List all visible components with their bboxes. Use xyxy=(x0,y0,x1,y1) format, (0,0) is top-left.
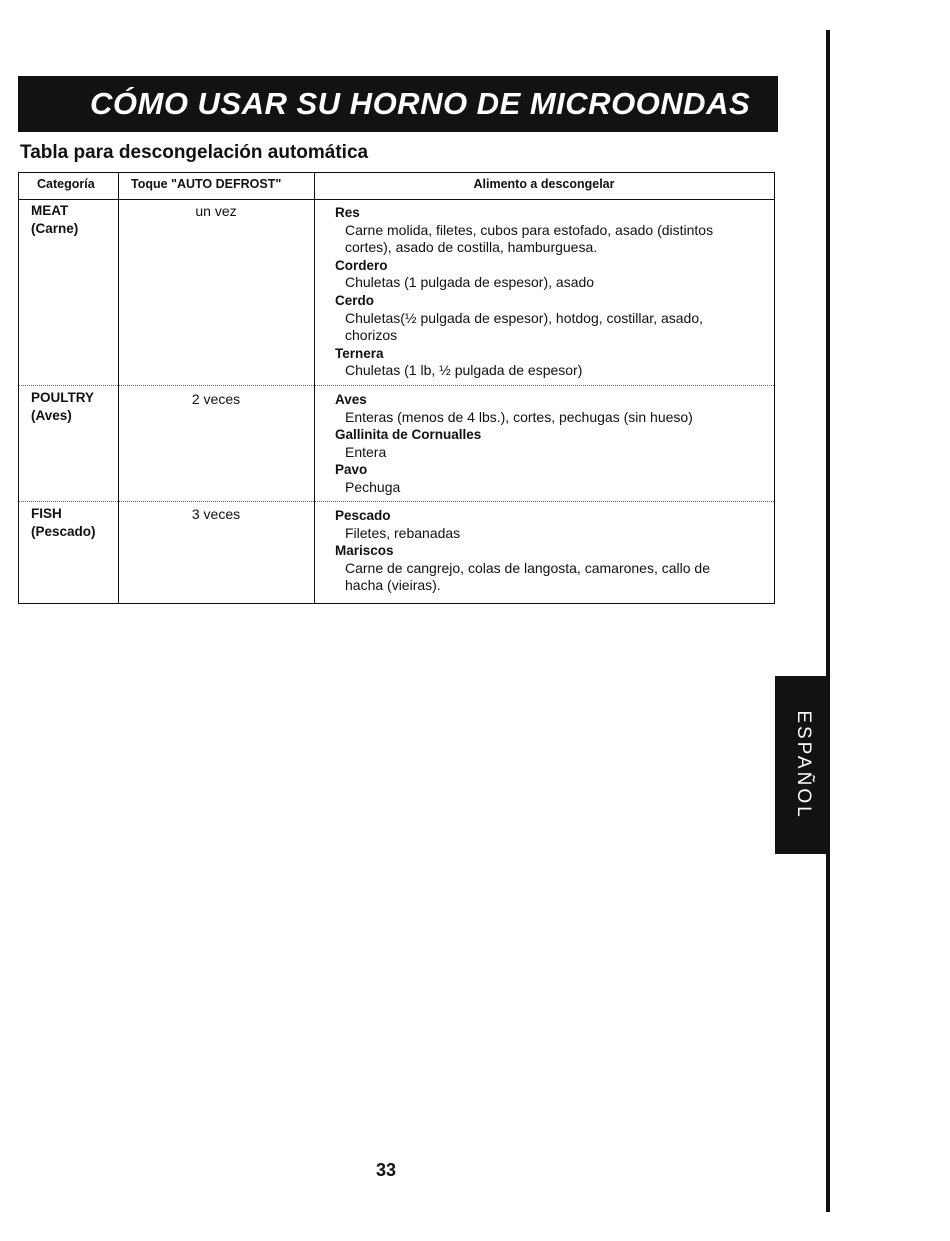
food-heading: Ternera xyxy=(335,345,384,361)
row-category xyxy=(31,505,96,541)
auto-defrost-table xyxy=(18,172,775,604)
row-foods xyxy=(335,204,765,380)
title-banner xyxy=(18,76,778,132)
food-heading: Res xyxy=(335,205,360,220)
row-category xyxy=(31,389,94,425)
food-description: chorizos xyxy=(345,327,398,344)
food-description: hacha (vieiras). xyxy=(345,577,441,594)
column-header-food: Alimento a descongelar xyxy=(473,177,615,191)
food-description: cortes), asado de costilla, hamburguesa. xyxy=(345,239,598,256)
food-description: Filetes, rebanadas xyxy=(345,524,461,541)
food-description: Enteras (menos de 4 lbs.), cortes, pechugas (sin hueso) xyxy=(345,408,693,425)
section-title: Tabla para descongelación automática xyxy=(20,142,369,163)
category-name-es: (Aves) xyxy=(31,408,72,423)
language-tab-label: ESPAÑOL xyxy=(792,710,814,820)
food-description: Carne molida, filetes, cubos para estofado, asado (distintos xyxy=(345,221,714,238)
food-heading: Gallinita de Cornualles xyxy=(335,427,482,443)
row-touch-count: un vez xyxy=(195,203,237,219)
food-heading: Pescado xyxy=(335,508,391,523)
row-touch-count: 2 veces xyxy=(191,391,241,407)
page-edge-rule xyxy=(826,30,830,1212)
food-heading: Aves xyxy=(335,392,367,407)
food-description: Chuletas (1 pulgada de espesor), asado xyxy=(345,274,595,291)
food-heading: Cerdo xyxy=(335,292,375,308)
row-foods xyxy=(335,391,765,497)
row-touch-count: 3 veces xyxy=(191,506,241,522)
food-heading: Pavo xyxy=(335,462,368,478)
category-name: MEAT xyxy=(31,203,69,218)
category-name-es: (Carne) xyxy=(31,221,79,236)
food-description: Chuletas (1 lb, ½ pulgada de espesor) xyxy=(345,362,583,379)
category-name-es: (Pescado) xyxy=(31,524,96,539)
column-divider xyxy=(314,173,315,603)
column-header-touch: Toque "AUTO DEFROST" xyxy=(131,177,282,191)
row-category xyxy=(31,202,78,238)
food-description: Chuletas(½ pulgada de espesor), hotdog, costillar, asado, xyxy=(345,309,704,326)
column-header-category: Categoría xyxy=(37,177,95,191)
page-title: CÓMO USAR SU HORNO DE MICROONDAS xyxy=(90,86,751,121)
column-divider xyxy=(118,173,119,603)
category-name: POULTRY xyxy=(31,390,94,405)
language-tab xyxy=(775,676,830,854)
food-description: Pechuga xyxy=(345,478,401,495)
food-description: Carne de cangrejo, colas de langosta, camarones, callo de xyxy=(345,559,710,576)
food-heading: Mariscos xyxy=(335,543,394,559)
category-name: FISH xyxy=(31,506,62,521)
food-description: Entera xyxy=(345,443,387,460)
row-divider xyxy=(19,501,774,502)
page-number: 33 xyxy=(376,1160,397,1180)
header-divider xyxy=(19,199,774,200)
row-divider xyxy=(19,385,774,386)
food-heading: Cordero xyxy=(335,257,388,273)
row-foods xyxy=(335,507,765,595)
